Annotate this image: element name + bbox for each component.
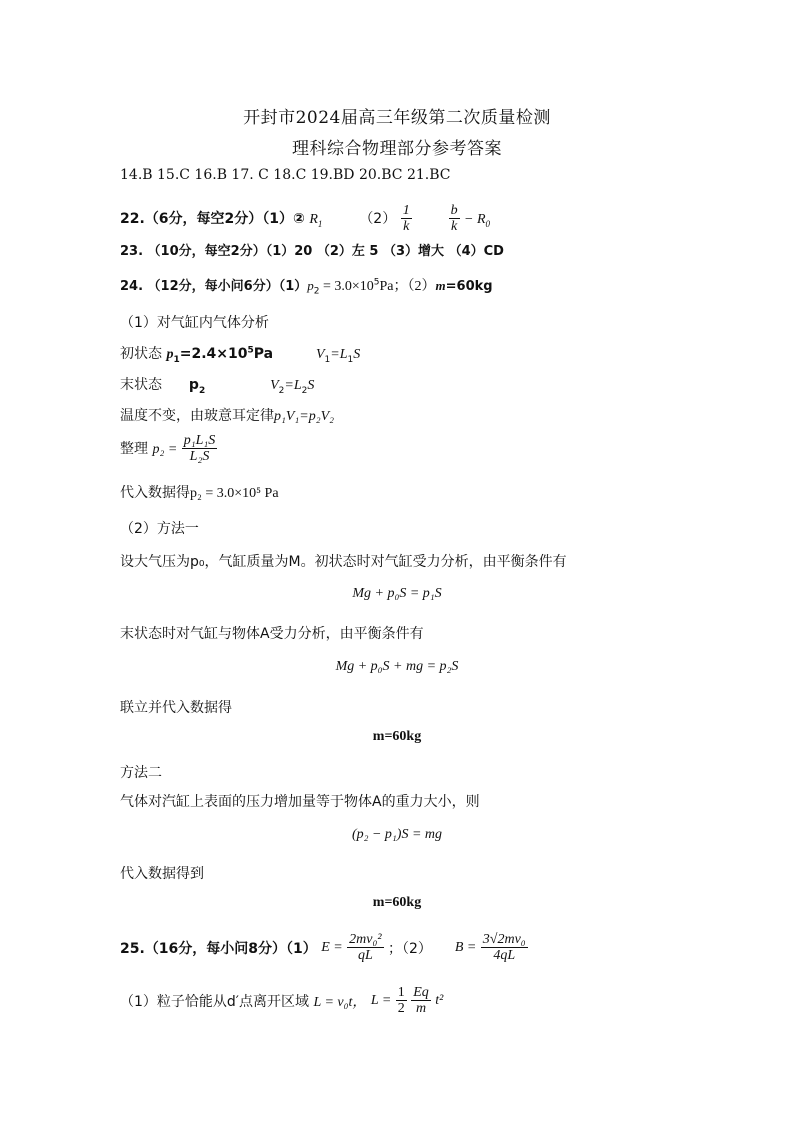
final-state-line: 末状态 $p_2$ $V_2=L_2S$ (120, 377, 315, 396)
q22-fraction-2: $\frac{b}{k}$ (450, 203, 458, 235)
method-two-heading: 方法二 (120, 765, 162, 781)
q25-b-fraction: $\frac{\text{3√2mv₀}}{4qL}$ (482, 932, 526, 964)
q22-r1: $R_1$ (309, 211, 323, 229)
method-one-final-state: 末状态时对气缸与物体A受力分析，由平衡条件有 (120, 626, 424, 642)
method-two-setup: 气体对汽缸上表面的压力增加量等于物体A的重力大小，则 (120, 794, 480, 810)
document-subtitle: 理科综合物理部分参考答案 (292, 139, 502, 159)
result-1: m=60kg (372, 729, 422, 744)
rearrange-line: 整理 p₂ = $\frac{\text{p₁L₁S}}{\text{L₂S}}$ (120, 433, 216, 465)
initial-state-line: 初状态 $p_1=2.4\times 10^5Pa$ $V_1=L_1S$ (120, 345, 361, 365)
multiple-choice-answers: 14.B 15.C 16.B 17. C 18.C 19.BD 20.BC 21.BC (120, 167, 451, 183)
combine-line: 联立并代入数据得 (120, 700, 232, 716)
method-one-heading: （2）方法一 (120, 521, 199, 537)
q23-answer: 23. （10分，每空2分）（1）20 （2）左 5 （3）增大 （4）CD (120, 244, 504, 259)
rearrange-fraction: $\frac{\text{p₁L₁S}}{\text{L₂S}}$ (183, 433, 216, 465)
substitute-line: 代入数据得p₂ = 3.0×10⁵ Pa (120, 485, 279, 501)
q24-part1-heading: （1）对气缸内气体分析 (120, 315, 269, 331)
q24-answer: 24. （12分，每小问6分）$(1)p_2 = 3.0\times 10^5Pa$；（2）m=60kg (120, 277, 493, 297)
method-one-setup: 设大气压为p₀，气缸质量为M。初状态时对气缸受力分析，由平衡条件有 (120, 554, 567, 570)
boyle-law-line: 温度不变，由玻意耳定律p₁V₁=p₂V₂ (120, 408, 335, 424)
q25-eq-m-fraction: $\frac{Eq}{m}$ (413, 985, 429, 1017)
q22-fraction-1: $\frac{1}{k}$ (402, 203, 410, 235)
equation-1: Mg + p₀S = p₁S (352, 586, 442, 601)
result-2: m=60kg (372, 895, 422, 910)
q22-answer (120, 203, 490, 235)
q22-part2: （2） (359, 210, 397, 227)
equation-4: (p₂ − p₁)S = mg (351, 827, 443, 842)
q22-minus-r0: − $R_0$ (464, 211, 491, 229)
q25-part1-line: （1）粒子恰能从d′点离开区域 L = v₀t， L = $\frac{1}{2}$ $\frac{Eq}{m}$ t² (120, 985, 444, 1017)
q25-e-fraction: $\frac{\text{2mv₀²}}{qL}$ (349, 932, 382, 964)
q25-answer: 25.（16分，每小问8分）（1） E = $\frac{\text{2mv₀²}}{qL}$ ；（2） B = $\frac{\text{3√2mv₀}}{4qL}$ (120, 932, 526, 964)
equation-2: Mg + p₀S + mg = p₂S (335, 659, 459, 674)
q25-half-fraction: $\frac{1}{2}$ (397, 985, 405, 1017)
document-title: 开封市2024届高三年级第二次质量检测 (243, 108, 551, 128)
q22-head: 22.（6分，每空2分）（1）② (120, 210, 305, 227)
substitute-line-2: 代入数据得到 (120, 866, 204, 882)
